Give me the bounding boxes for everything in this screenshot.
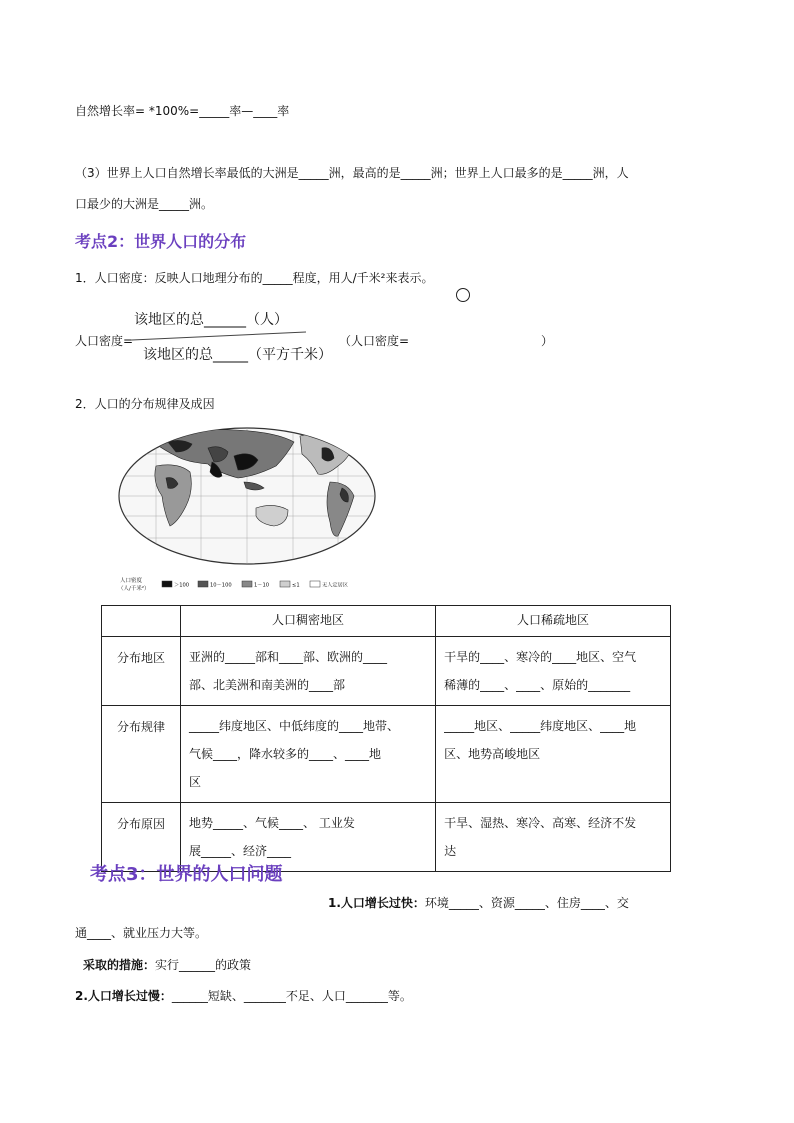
cell-line: 干旱、湿热、寒冷、高寒、经济不发 <box>444 816 637 830</box>
slow-growth-title: 2.人口增长过慢： <box>75 989 172 1003</box>
cell-line: _____地区、_____纬度地区、____地 <box>444 719 637 733</box>
measures-title: 采取的措施： <box>83 958 156 972</box>
legend-label: ＞100 <box>174 582 190 589</box>
rapid-growth-effects: 环境_____、资源_____、住房____、交 <box>424 896 629 910</box>
legend-title: 人口密度 <box>120 578 143 584</box>
question-3-line-1: （3）世界上人口自然增长率最低的大洲是_____洲，最高的是_____洲；世界上人口最多的是_____洲，人 <box>75 166 629 180</box>
cell-line: 气候____，降水较多的____、____地 <box>189 747 382 761</box>
legend-label: 10～100 <box>210 582 232 589</box>
measures-line <box>83 957 251 973</box>
legend-swatch <box>242 581 252 587</box>
table-cell-dense <box>181 637 436 706</box>
table-header-dense: 人口稠密地区 <box>181 606 436 637</box>
legend-label: ≤1 <box>292 582 300 589</box>
fraction-bar <box>130 330 310 342</box>
table-header-sparse: 人口稀疏地区 <box>436 606 671 637</box>
density-definition: 1．人口密度：反映人口地理分布的_____程度，用人/千米²来表示。 <box>75 271 434 285</box>
section-2-heading: 考点2：世界人口的分布 <box>75 232 247 251</box>
cell-line: 干旱的____、寒冷的____地区、空气 <box>444 650 637 664</box>
cell-line: 区 <box>189 775 202 789</box>
density-denominator: 该地区的总_____（平方千米） <box>143 347 332 363</box>
cell-line: 地势_____、气候____、 工业发 <box>189 816 355 830</box>
slow-growth-effects: ______短缺、_______不足、人口_______等。 <box>171 989 412 1003</box>
measures-text: 实行______的政策 <box>155 958 252 972</box>
density-label: 人口密度= <box>75 334 134 348</box>
world-population-density-map <box>116 426 378 594</box>
cell-line: 区、地势高峻地区 <box>444 747 541 761</box>
table-cell-dense <box>181 803 436 872</box>
table-cell-sparse <box>436 706 671 803</box>
rapid-growth-title: 1.人口增长过快： <box>328 896 425 910</box>
legend-swatch <box>280 581 290 587</box>
population-distribution-table <box>101 605 671 872</box>
density-paren-close: ） <box>541 334 554 348</box>
legend-swatch <box>162 581 172 587</box>
table-cell-sparse <box>436 637 671 706</box>
cell-line: 部、北美洲和南美洲的____部 <box>189 678 346 692</box>
cell-line: 亚洲的_____部和____部、欧洲的____ <box>189 650 388 664</box>
cell-line: _____纬度地区、中低纬度的____地带、 <box>189 719 400 733</box>
legend-label: 无人定居区 <box>322 582 348 589</box>
growth-rate-formula: 自然增长率= *100%=_____率—____率 <box>75 104 290 118</box>
section-3-heading: 考点3：世界的人口问题 <box>90 864 283 885</box>
cell-line: 展_____、经济____ <box>189 844 292 858</box>
circle-mark <box>456 288 470 302</box>
row-label: 分布原因 <box>102 803 181 872</box>
question-3-line-2: 口最少的大洲是_____洲。 <box>75 197 214 211</box>
map-legend <box>162 581 348 589</box>
table-cell-sparse <box>436 803 671 872</box>
row-label: 分布规律 <box>102 706 181 803</box>
cell-line: 达 <box>444 844 457 858</box>
density-paren-open: （人口密度= <box>339 334 410 348</box>
legend-swatch <box>198 581 208 587</box>
slow-growth-line <box>75 988 412 1004</box>
table-cell-dense <box>181 706 436 803</box>
cell-line: 稀薄的____、____、原始的_______ <box>444 678 631 692</box>
legend-label: 1～10 <box>254 582 270 589</box>
table-row <box>102 803 671 872</box>
table-row <box>102 706 671 803</box>
legend-swatch <box>310 581 320 587</box>
table-header-row <box>102 606 671 637</box>
row-label: 分布地区 <box>102 637 181 706</box>
density-numerator: 该地区的总______（人） <box>134 312 288 328</box>
table-header-empty <box>102 606 181 637</box>
rapid-growth-line-2: 通____、就业压力大等。 <box>75 926 208 940</box>
rapid-growth-line-1 <box>328 895 629 911</box>
table-row <box>102 637 671 706</box>
legend-unit: （人/千米²） <box>118 586 150 592</box>
distribution-heading: 2．人口的分布规律及成因 <box>75 397 215 411</box>
